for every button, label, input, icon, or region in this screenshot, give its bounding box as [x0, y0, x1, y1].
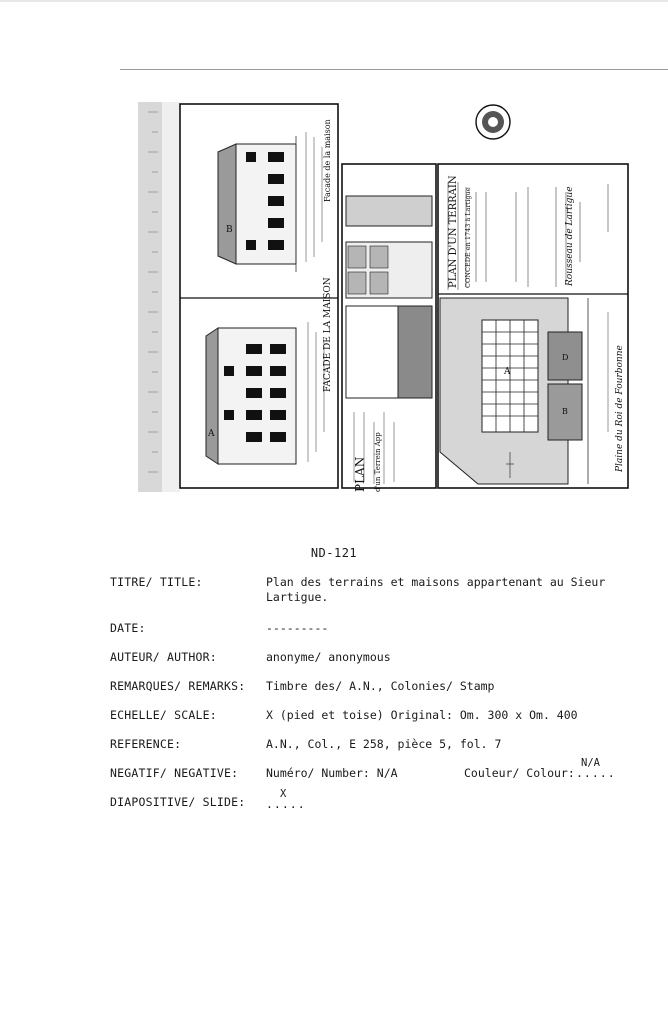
- page-edge: [0, 0, 668, 2]
- field-negative-colour-dots: .....: [576, 766, 616, 780]
- label-b-top: B: [226, 225, 233, 235]
- field-reference-value: A.N., Col., E 258, pièce 5, fol. 7: [266, 737, 502, 751]
- label-a-bottom: A: [208, 429, 215, 439]
- field-author-label: AUTEUR/ AUTHOR:: [110, 650, 217, 664]
- svg-text:A: A: [504, 367, 511, 377]
- field-author-value: anonyme/ anonymous: [266, 650, 391, 664]
- svg-text:FACADE DE LA MAISON: FACADE DE LA MAISON: [323, 277, 333, 392]
- field-title-label: TITRE/ TITLE:: [110, 575, 203, 589]
- field-scale-label: ECHELLE/ SCALE:: [110, 708, 217, 722]
- field-remarks-label: REMARQUES/ REMARKS:: [110, 679, 246, 693]
- field-negative-number: Numéro/ Number: N/A: [266, 766, 398, 780]
- field-slide: [110, 788, 650, 815]
- top-divider: [120, 69, 668, 70]
- field-remarks-value: Timbre des/ A.N., Colonies/ Stamp: [266, 679, 495, 693]
- svg-text:PLAN: PLAN: [353, 456, 367, 492]
- svg-text:Rousseau de Lartigue: Rousseau de Lartigue: [565, 186, 575, 286]
- field-title: [110, 575, 650, 604]
- field-scale: [110, 708, 650, 728]
- field-negative-colour-mark: N/A: [581, 757, 600, 769]
- svg-text:Plaine du Roi de Fourbonne: Plaine du Roi de Fourbonne: [615, 345, 625, 472]
- field-date: [110, 621, 650, 641]
- svg-text:B: B: [562, 407, 568, 416]
- historic-plan-image: [118, 92, 658, 500]
- document-code: ND-121: [310, 546, 358, 560]
- field-slide-mark: X: [280, 788, 287, 800]
- svg-text:PLAN D'UN TERRAIN: PLAN D'UN TERRAIN: [448, 175, 459, 288]
- field-slide-label: DIAPOSITIVE/ SLIDE:: [110, 795, 246, 809]
- field-author: [110, 650, 650, 670]
- field-reference-label: REFERENCE:: [110, 737, 182, 751]
- field-reference: [110, 737, 650, 757]
- field-scale-value: X (pied et toise) Original: Om. 300 x Om. 400: [266, 708, 578, 722]
- svg-text:D: D: [562, 353, 569, 362]
- field-remarks: [110, 679, 650, 699]
- field-negative-label: NEGATIF/ NEGATIVE:: [110, 766, 239, 780]
- field-negative-colour-label: Couleur/ Colour:: [464, 766, 575, 780]
- svg-text:d'un Terrein App: d'un Terrein App: [374, 432, 382, 492]
- field-date-value: ---------: [266, 621, 329, 635]
- field-slide-dots: .....: [266, 797, 306, 811]
- svg-text:Facade de la maison: Facade de la maison: [323, 119, 332, 202]
- field-date-label: DATE:: [110, 621, 146, 635]
- field-title-value: Plan des terrains et maisons appartenant au Sieur: [266, 575, 606, 589]
- field-negative: [110, 757, 650, 786]
- field-title-value-line2: Lartigue.: [266, 590, 329, 604]
- svg-text:CONCEDE en 1743 à Lartigue: CONCEDE en 1743 à Lartigue: [464, 187, 472, 288]
